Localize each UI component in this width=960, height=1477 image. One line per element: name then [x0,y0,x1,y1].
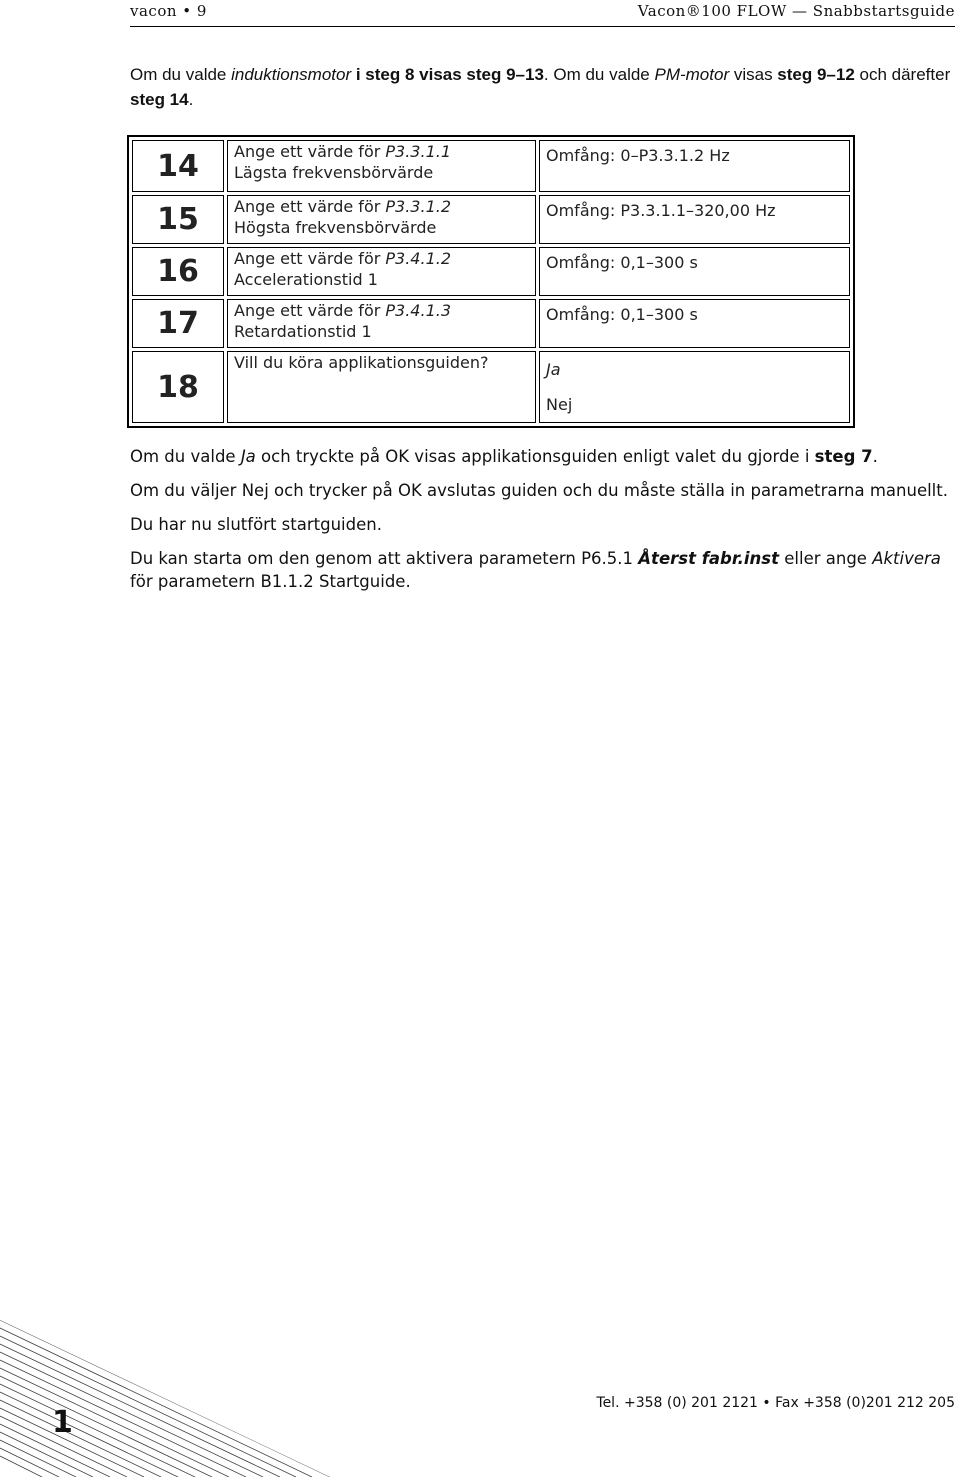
intro-text: och därefter [854,65,951,84]
step-number: 18 [132,351,224,423]
step-description: Ange ett värde för P3.4.1.3 Retardationstid 1 [227,299,536,348]
step-row [132,351,850,423]
step-number: 14 [132,140,224,192]
option-ja-ref: Ja [240,447,256,466]
step-param: P3.3.1.2 [385,197,452,216]
step-number: 16 [132,247,224,296]
step-question: Vill du köra applikationsguiden? [227,351,536,423]
intro-step-14: steg 14 [130,90,189,109]
header-guide-title: Vacon®100 FLOW — Snabbstartsguide [637,2,955,20]
intro-text: visas [729,65,778,84]
body-paragraph: Du har nu slutfört startguiden. [130,515,382,534]
step-param-name: Högsta frekvensbörvärde [234,218,437,237]
intro-steps-pm: steg 9–12 [777,65,855,84]
step-row [132,299,850,348]
option-no: Nej [546,395,573,414]
step-description: Ange ett värde för P3.3.1.2 Högsta frekvensbörvärde [227,195,536,244]
step-param: P3.4.1.2 [385,249,452,268]
step-row [132,140,850,192]
intro-motor-pm: PM-motor [654,65,730,84]
intro-steps-induction: i steg 8 visas steg 9–13 [351,65,544,84]
steps-table [127,135,855,428]
step-description: Ange ett värde för P3.3.1.1 Lägsta frekvensbörvärde [227,140,536,192]
body-text [130,445,950,604]
step-range: Omfång: 0,1–300 s [539,247,850,296]
body-paragraph: Om du valde Ja och tryckte på OK visas applikationsguiden enligt valet du gjorde i steg 7. [130,447,878,466]
param-reset-ref: Återst fabr.inst [638,549,780,568]
step-param: P3.4.1.3 [385,301,452,320]
step-range: Omfång: 0,1–300 s [539,299,850,348]
step-range: Omfång: 0–P3.3.1.2 Hz [539,140,850,192]
footer-contact: Tel. +358 (0) 201 2121 • Fax +358 (0)201 212 205 [596,1395,955,1411]
intro-text: . [188,90,194,109]
intro-text: . Om du valde [543,65,655,84]
header-brand-page: vacon • 9 [130,2,207,20]
step-range: Omfång: P3.3.1.1–320,00 Hz [539,195,850,244]
step-row [132,195,850,244]
step-7-ref: steg 7 [814,447,873,466]
step-options [539,351,850,423]
intro-paragraph [130,62,960,112]
step-param: P3.3.1.1 [385,142,452,161]
intro-motor-induction: induktionsmotor [231,65,352,84]
activate-ref: Aktivera [872,549,941,568]
decorative-stripes [0,1320,330,1477]
page-number: 1 [52,1405,73,1440]
step-number: 15 [132,195,224,244]
option-yes: Ja [546,360,561,379]
intro-text: Om du valde [130,65,232,84]
step-description: Ange ett värde för P3.4.1.2 Accelerationstid 1 [227,247,536,296]
body-paragraph: Du kan starta om den genom att aktivera parametern P6.5.1 Återst fabr.inst eller ange Aktivera för parametern B1.1.2 Startguide. [130,549,941,591]
step-number: 17 [132,299,224,348]
step-param-name: Accelerationstid 1 [234,270,378,289]
step-param-name: Retardationstid 1 [234,322,372,341]
step-param-name: Lägsta frekvensbörvärde [234,163,434,182]
step-row [132,247,850,296]
page-header [130,0,955,27]
body-paragraph: Om du väljer Nej och trycker på OK avslutas guiden och du måste ställa in parametrarna manuellt. [130,481,948,500]
